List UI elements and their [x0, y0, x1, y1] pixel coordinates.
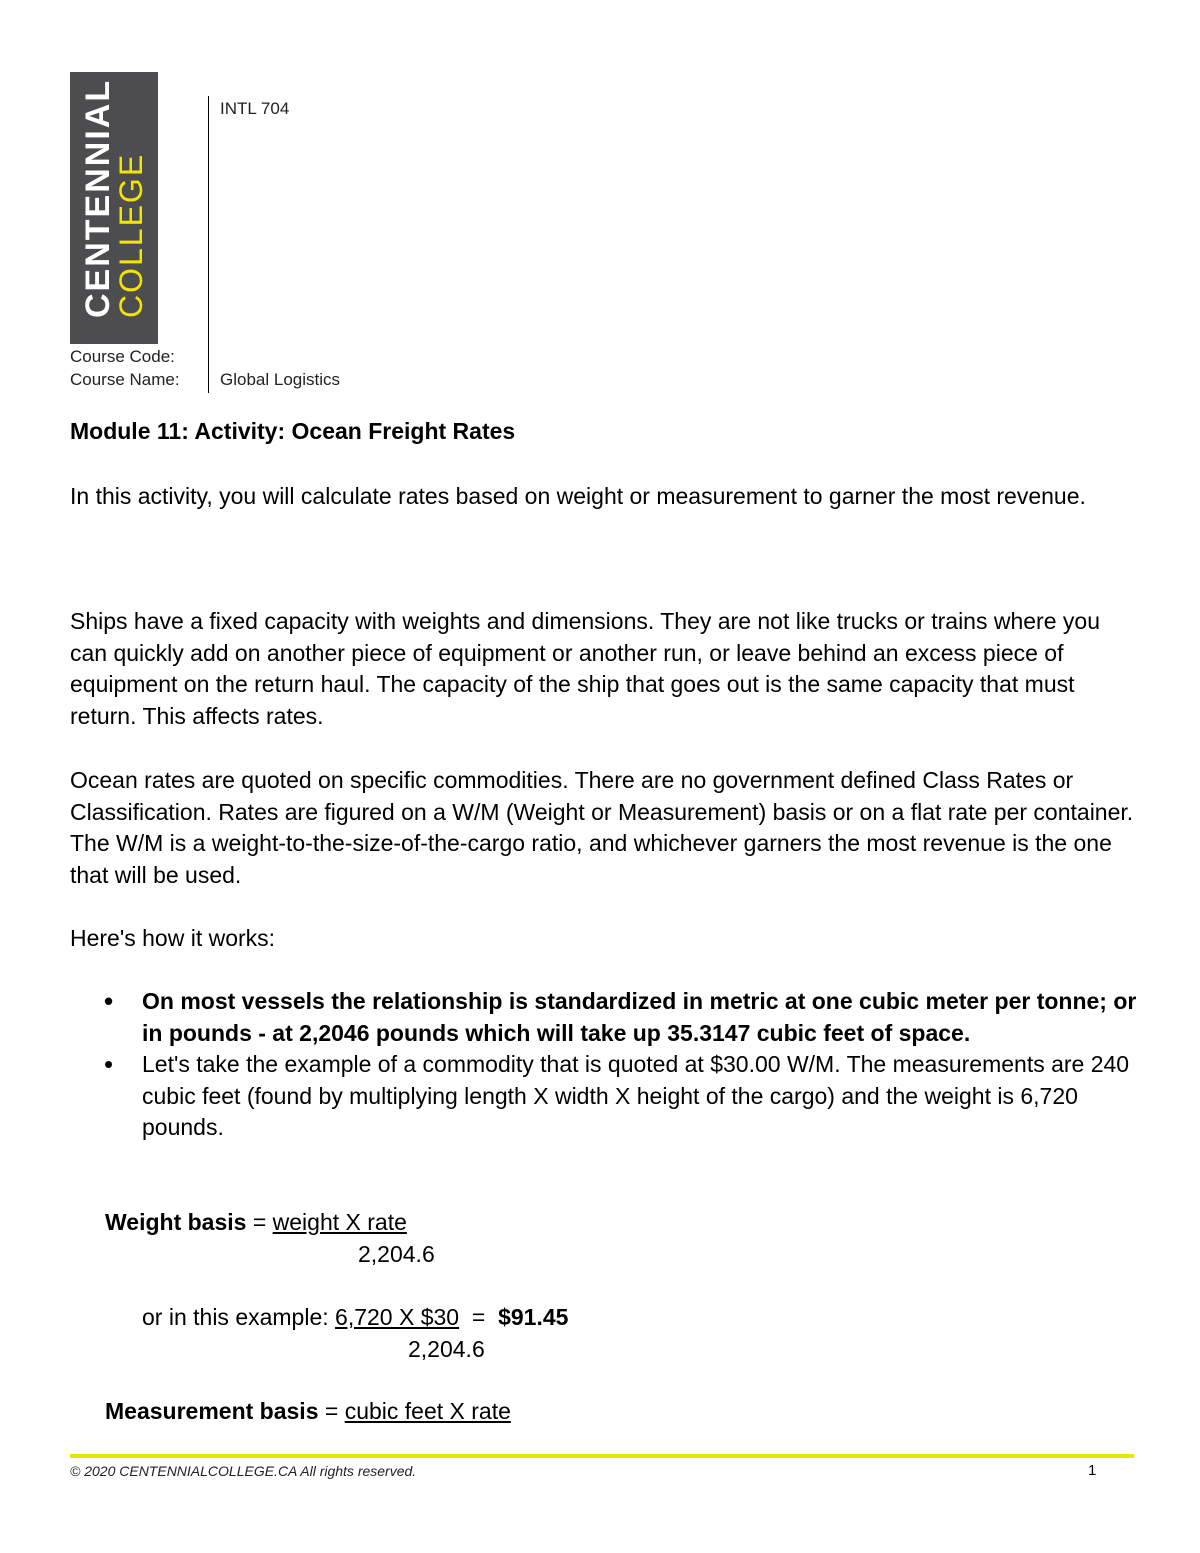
measurement-numerator: cubic feet X rate — [344, 1398, 511, 1424]
logo-line1: CENTENNIAL — [79, 78, 117, 318]
example-denominator: 2,204.6 — [408, 1336, 485, 1362]
weight-numerator: weight X rate — [272, 1209, 407, 1235]
list-item: • On most vessels the relationship is standardized in metric at one cubic meter per tonne; or in pounds - at 2,2046 pounds which will take up 35.3147 cubic feet of space. — [70, 986, 1140, 1049]
example-result: $91.45 — [498, 1304, 569, 1330]
college-logo — [70, 72, 158, 344]
page-number: 1 — [1088, 1462, 1097, 1479]
measurement-basis-line — [105, 1396, 511, 1428]
example-prefix: or in this example: — [142, 1304, 329, 1330]
equals-sign: = — [324, 1398, 339, 1424]
example-numerator: 6,720 X $30 — [335, 1304, 460, 1330]
equals-sign: = — [252, 1209, 267, 1235]
course-code-label: Course Code: — [70, 347, 175, 366]
course-code: INTL 704 — [220, 99, 290, 118]
course-name: Global Logistics — [220, 370, 341, 389]
weight-denominator: 2,204.6 — [358, 1241, 435, 1267]
footer-copyright: © 2020 CENTENNIALCOLLEGE.CA All rights reserved. — [70, 1463, 417, 1479]
page-title: Module 11: Activity: Ocean Freight Rates — [70, 418, 516, 444]
weight-basis-label: Weight basis — [105, 1209, 247, 1235]
logo-line2: COLLEGE — [113, 152, 149, 318]
footer-divider — [70, 1454, 1134, 1458]
header-divider — [208, 96, 209, 393]
rates-paragraph: Ocean rates are quoted on specific commodities. There are no government defined Class Rates or Classification. Rates are figured on a W/M (Weight or Measurement) basis or on a flat rate per container. The W/M is a weight-to-the-size-of-the-cargo ratio, and whichever garners the most revenue is the one that will be used. — [70, 767, 1134, 888]
how-it-works-label: Here's how it works: — [70, 925, 276, 951]
course-name-label: Course Name: — [70, 370, 180, 389]
bullet-list — [70, 986, 1140, 1144]
list-item: • Let's take the example of a commodity that is quoted at $30.00 W/M. The measurements are 240 cubic feet (found by multiplying length X width X height of the cargo) and the weight is 6,720 pounds. — [70, 1049, 1140, 1144]
example-line — [142, 1302, 568, 1334]
measurement-basis-label: Measurement basis — [105, 1398, 319, 1424]
weight-basis-line — [105, 1207, 407, 1239]
intro-paragraph: In this activity, you will calculate rates based on weight or measurement to garner the most revenue. — [70, 483, 1086, 509]
capacity-paragraph: Ships have a fixed capacity with weights and dimensions. They are not like trucks or trains where you can quickly add on another piece of equipment or another run, or leave behind an excess piece of equipment on the return haul. The capacity of the ship that goes out is the same capacity that must return. This affects rates. — [70, 608, 1100, 729]
example-equals: = — [471, 1304, 486, 1330]
